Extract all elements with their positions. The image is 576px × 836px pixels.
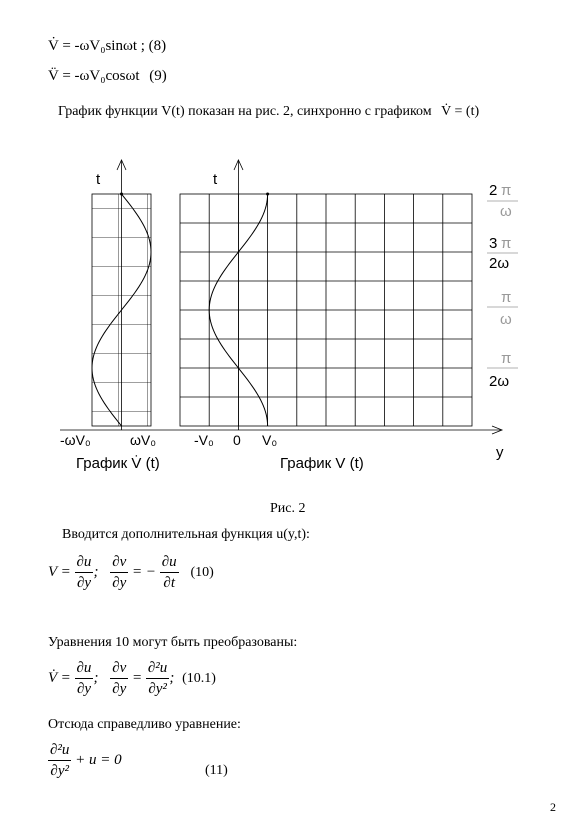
scale-3-sym: π — [501, 289, 512, 306]
eq10-du: ∂u — [75, 552, 94, 573]
eq9-lhs: V̈ — [48, 68, 59, 84]
eq101-dy-sq: ∂y² — [148, 681, 167, 697]
eq10-number: (10) — [190, 564, 214, 580]
eq101-dv: ∂v — [110, 658, 128, 679]
transform-text: Уравнения 10 могут быть преобразованы: — [48, 635, 298, 650]
eq8-lhs: V̇ — [48, 38, 59, 54]
right-tick-pos: V₀ — [262, 432, 278, 448]
equation-9 — [48, 68, 167, 85]
eq10-dy: ∂y — [76, 575, 92, 591]
equation-10: V = $\frac{\partial u}{\partial y}$ ; $\frac{\partial v}{\partial y}$ = − $\frac{\partial u}{\partial t}$ (10) — [48, 554, 214, 591]
eq10-dy2: ∂y — [112, 575, 127, 591]
scale-3-den: ω — [500, 311, 512, 328]
y-axis-label: y — [496, 444, 504, 461]
scale-2-sym: π — [501, 235, 512, 252]
left-graph-caption: График V̇ (t) — [76, 455, 160, 472]
eq11-number: (11) — [205, 763, 228, 778]
left-tick-pos: ωV₀ — [130, 432, 157, 448]
figure-2 — [0, 150, 576, 480]
right-graph-caption: График V (t) — [280, 455, 364, 472]
eq10-v: V = — [48, 563, 71, 580]
eq10-du2: ∂u — [160, 552, 179, 573]
scale-2-den: 2ω — [489, 255, 510, 272]
eq101-dy2: ∂y — [112, 681, 127, 697]
eq10-eq-minus: = − — [132, 563, 157, 580]
left-tick-neg: -ωV₀ — [60, 432, 91, 448]
eq11-d2u: ∂²u — [48, 740, 71, 761]
eq101-du: ∂u — [75, 658, 94, 679]
right-t-label: t — [213, 171, 218, 188]
eq101-d2u: ∂²u — [146, 658, 169, 679]
eq101-v: V̇ = — [48, 669, 71, 686]
equation-10-1: V̇ = $\frac{\partial u}{\partial y}$ ; $\frac{\partial v}{\partial y}$ = $\frac{\text{∂²u}}{\text{∂y²}}$ ; (10.1) — [48, 660, 216, 697]
eq11-dy-sq: ∂y² — [50, 763, 69, 779]
eq9-rhs: = -ωV₀cosωt — [62, 68, 140, 84]
curve-start-dot-right — [266, 193, 269, 196]
eq11-rest: + u = 0 — [75, 751, 122, 768]
eq8-number: (8) — [148, 38, 167, 54]
right-tick-neg: -V₀ — [194, 432, 214, 448]
left-t-label: t — [96, 171, 101, 188]
eq10-dv: ∂v — [110, 552, 128, 573]
figure-caption: Рис. 2 — [270, 501, 306, 516]
intro-text: График функции V(t) показан на рис. 2, синхронно с графиком — [58, 104, 432, 119]
eq101-number: (10.1) — [182, 670, 216, 686]
scale-1-sym: π — [501, 182, 512, 199]
intro-paragraph — [58, 104, 479, 120]
equation-11 — [48, 740, 122, 781]
aux-function-text: Вводится дополнительная функция u(y,t): — [62, 527, 310, 542]
right-tick-zero: 0 — [233, 432, 241, 448]
eq101-dy: ∂y — [76, 681, 92, 697]
curve-start-dot-left — [120, 193, 123, 196]
equation-8 — [48, 38, 166, 55]
eq8-rhs: = -ωV₀sinωt ; — [62, 38, 145, 54]
y-axis — [60, 426, 502, 434]
scale-4-sym: π — [501, 350, 512, 367]
scale-1-den: ω — [500, 203, 512, 220]
hence-text: Отсюда справедливо уравнение: — [48, 717, 241, 732]
scale-1-coef: 2 — [489, 182, 498, 199]
period-scale — [487, 182, 518, 390]
page-number: 2 — [550, 800, 556, 814]
right-t-axis — [234, 160, 243, 430]
eq10-dt: ∂t — [163, 575, 176, 591]
right-grid — [180, 194, 472, 426]
scale-4-den: 2ω — [489, 373, 510, 390]
eq9-number: (9) — [149, 68, 167, 84]
scale-2-coef: 3 — [489, 235, 498, 252]
intro-tail: V̇ = (t) — [441, 104, 480, 119]
